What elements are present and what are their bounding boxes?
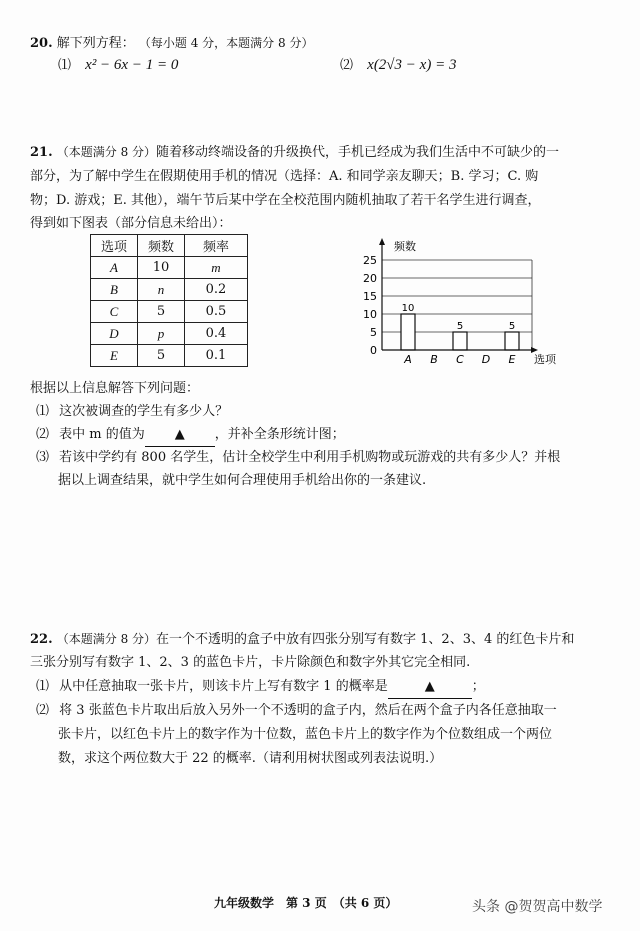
table-cell: E [91,345,138,367]
q21-s2-label: ⑵ [36,427,50,442]
q20-p1-equation: x² − 6x − 1 = 0 [85,57,179,73]
table-cell: A [91,257,138,279]
q22-number: 22. [30,632,53,647]
q22-sub1 [36,676,626,699]
table-header: 选项 [91,235,138,257]
q21-s3-label: ⑶ [36,450,50,465]
q22-s1-text-b: ； [471,679,485,694]
q21-line4: 得到如下图表（部分信息未给出）： [30,216,232,231]
q21-s1-text: 这次被调查的学生有多少人？ [59,404,229,419]
chart-xtick-label: D [481,353,491,366]
chart-ytick-label: 10 [363,308,377,321]
chart-xtick-label: A [404,353,412,366]
table-cell: 0.2 [185,279,248,301]
q21-prompt: 根据以上信息解答下列问题： [30,381,200,396]
q20-part2 [340,54,456,74]
q20-p2-equation: x(2√3 − x) = 3 [367,57,457,73]
q22-line2: 三张分别写有数字 1、2、3 的蓝色卡片，卡片除颜色和数字外其它完全相同. [30,655,471,670]
q20-note: （每小题 4 分，本题满分 8 分） [138,36,314,50]
page-footer: 九年级数学 第 3 页 （共 6 页） [214,896,398,910]
q22-s2-text-c: 数，求这个两位数大于 22 的概率.（请利用树状图或列表法说明.） [58,751,443,766]
table-cell: p [138,323,185,345]
table-header-row [91,235,248,257]
chart-bar [505,332,519,350]
chart-xtick-label: E [508,353,516,366]
chart-y-axis-arrow [379,238,385,245]
answer-blank[interactable]: ▲ [388,676,472,699]
q22-s2-text-a: 将 3 张蓝色卡片取出后放入另外一个不透明的盒子内，然后在两个盒子内各任意抽取一 [59,703,557,718]
chart-data-label: 5 [508,321,516,332]
q21-line1 [30,141,620,164]
chart-x-axis-label: 选项 [534,353,556,366]
q21-s2-text-b: ，并补全条形统计图； [214,427,345,442]
chart-ytick-label: 25 [363,254,377,267]
table-cell: 0.5 [185,301,248,323]
chart-y-axis-label: 频数 [394,240,416,253]
chart-xtick-labels [403,353,515,366]
q22-s1-label: ⑴ [36,679,50,694]
table-cell: 0.4 [185,323,248,345]
table-row [91,345,248,367]
answer-blank[interactable]: ▲ [145,424,215,447]
q21-line2: 部分，为了解中学生在假期使用手机的情况（选择：A. 和同学亲友聊天；B. 学习；C. 购 [30,169,539,184]
chart-xtick-label: C [456,353,464,366]
q21-sub1 [36,401,626,423]
chart-data-label: 5 [456,321,464,332]
table-header: 频率 [185,235,248,257]
table-row [91,323,248,345]
table-row [91,257,248,279]
table-cell: B [91,279,138,301]
q21-s2-text-a: 表中 m 的值为 [59,427,145,442]
q21-line3: 物；D. 游戏；E. 其他），端午节后某中学在全校范围内随机抽取了若干名学生进行调查， [30,193,541,208]
table-cell: C [91,301,138,323]
q22-text-1: 在一个不透明的盒子中放有四张分别写有数字 1、2、3、4 的红色卡片和 [156,632,575,647]
table-cell: 10 [138,257,185,279]
chart-ytick-label: 5 [370,326,377,339]
chart-ytick-label: 0 [370,344,377,357]
table-cell: 5 [138,345,185,367]
q21-number: 21. [30,145,53,160]
q22-s2-text-b: 张卡片，以红色卡片上的数字作为十位数，蓝色卡片上的数字作为个位数组成一个两位 [58,727,553,742]
table-cell: 5 [138,301,185,323]
q21-s3-text-b: 据以上调查结果，就中学生如何合理使用手机给出你的一条建议. [58,473,427,488]
chart-bar [453,332,467,350]
bar-chart [352,236,592,370]
q22-note: （本题满分 8 分） [56,632,157,646]
table-cell: 0.1 [185,345,248,367]
q21-sub3 [36,447,626,469]
q20-number: 20. [30,36,53,51]
q22-sub2 [36,700,626,722]
table-cell: m [185,257,248,279]
frequency-table [90,234,248,367]
q21-text-1: 随着移动终端设备的升级换代，手机已经成为我们生活中不可缺少的一 [156,145,560,160]
chart-data-label: 10 [401,303,415,314]
chart-xtick-label: B [430,353,438,366]
q20-header [30,32,313,51]
q22-s2-label: ⑵ [36,703,50,718]
q20-title: 解下列方程： [56,36,135,51]
table-header: 频数 [138,235,185,257]
q20-p1-label: ⑴ [58,58,72,73]
q20-part1 [58,54,178,74]
table-cell: D [91,323,138,345]
watermark: 头条 @贺贺高中数学 [472,899,603,915]
chart-ytick-labels [363,254,377,357]
q22-line1 [30,628,620,651]
chart-ytick-label: 20 [363,272,377,285]
chart-ytick-label: 15 [363,290,377,303]
q22-s1-text-a: 从中任意抽取一张卡片，则该卡片上写有数字 1 的概率是 [59,679,388,694]
table-cell: n [138,279,185,301]
chart-bar [401,314,415,350]
table-row [91,279,248,301]
q21-sub2 [36,424,626,447]
table-row [91,301,248,323]
q20-p2-label: ⑵ [340,58,354,73]
q21-s3-text-a: 若该中学约有 800 名学生，估计全校学生中利用手机购物或玩游戏的共有多少人？并根 [59,450,561,465]
q21-s1-label: ⑴ [36,404,50,419]
chart-bars [401,303,519,350]
q21-note: （本题满分 8 分） [56,145,157,159]
